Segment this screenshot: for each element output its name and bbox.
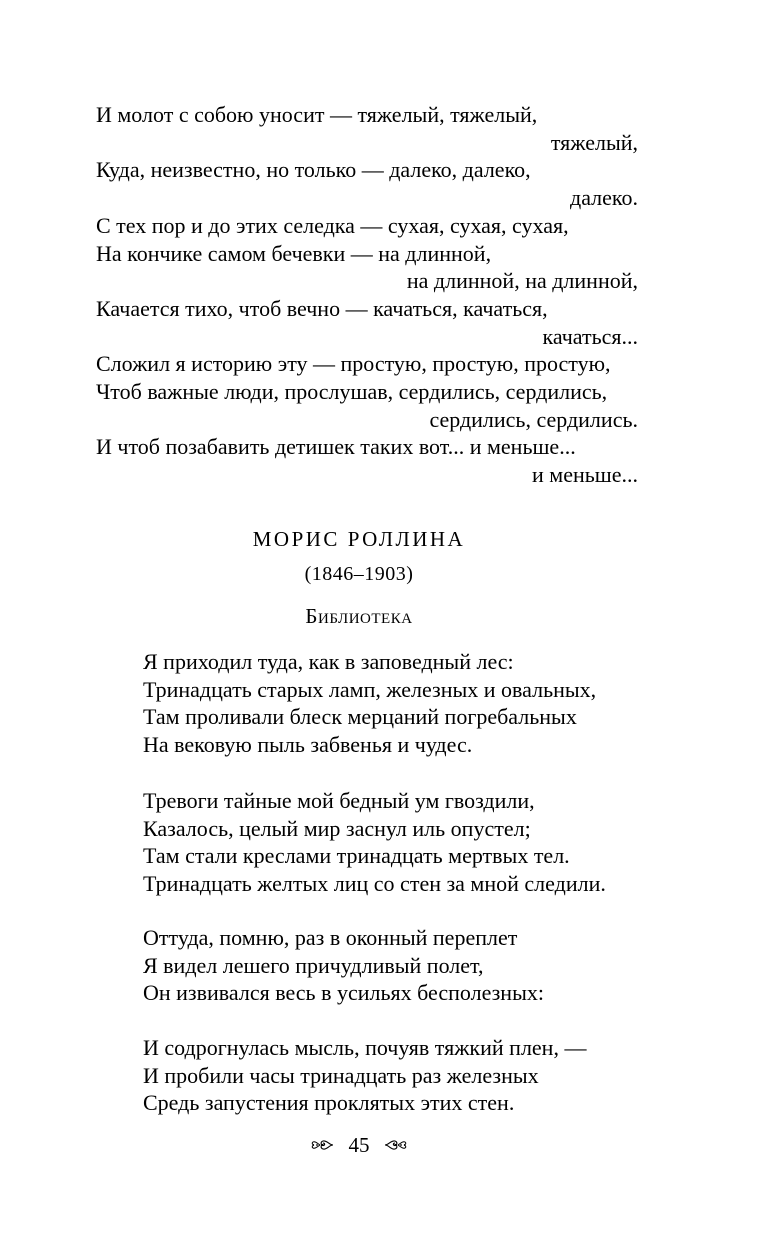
page-number: 45 [348, 1133, 370, 1158]
poem-line: Куда, неизвестно, но только — далеко, далеко, [96, 157, 531, 183]
poem-line-continuation: на длинной, на длинной, [406, 268, 638, 294]
fleuron-right-icon [383, 1137, 407, 1153]
poem-line: И пробили часы тринадцать раз железных [143, 1062, 539, 1088]
stanza-1 [143, 648, 663, 759]
author-years: (1846–1903) [304, 563, 414, 585]
poem-line: Тревоги тайные мой бедный ум гвоздили, [143, 788, 535, 813]
poem-line: На кончике самом бечевки — на длинной, [96, 240, 492, 266]
poem-line: Оттуда, помню, раз в оконный переплет [143, 925, 518, 950]
page-footer [0, 1128, 718, 1160]
author-name: МОРИС РОЛЛИНА [252, 527, 466, 551]
stanza-3 [143, 924, 663, 1007]
poem-line: Я видел лешего причудливый полет, [143, 952, 484, 978]
poem-line: На вековую пыль забвенья и чудес. [143, 732, 473, 758]
poem-line-continuation: далеко. [570, 185, 638, 211]
poem-line: Чтоб важные люди, прослушав, сердились, сердились, [96, 379, 608, 405]
poem-line: Там проливали блеск мерцаний погребальных [143, 704, 577, 730]
poem-line: Там стали креслами тринадцать мертвых тел. [143, 843, 570, 869]
poem-line: Я приходил туда, как в заповедный лес: [143, 649, 514, 674]
poem-title-text: Библиотека [305, 604, 413, 628]
poem-line: Казалось, целый мир заснул иль опустел; [143, 815, 531, 841]
poem-line: С тех пор и до этих селедка — сухая, сухая, сухая, [96, 212, 569, 238]
poem-line: Он извивался весь в усильях бесполезных: [143, 980, 544, 1006]
poem-line-continuation: сердились, сердились. [429, 406, 638, 432]
poem-line-continuation: и меньше... [532, 462, 638, 488]
previous-poem-ending [96, 101, 638, 489]
poem-line: И молот с собою уносит — тяжелый, тяжелый, [96, 102, 538, 127]
stanza-2 [143, 787, 663, 898]
fleuron-left-icon [311, 1137, 335, 1153]
poem-title [0, 601, 718, 631]
poem-line: Качается тихо, чтоб вечно — качаться, качаться, [96, 295, 548, 321]
poem-line-continuation: тяжелый, [550, 129, 638, 155]
poem-line: И содрогнулась мысль, почуяв тяжкий плен, — [143, 1035, 587, 1060]
stanza-4 [143, 1034, 663, 1117]
poem-line-continuation: качаться... [542, 323, 638, 349]
poem-line: Тринадцать старых ламп, железных и овальных, [143, 676, 597, 702]
poem-line: И чтоб позабавить детишек таких вот... и меньше... [96, 434, 576, 460]
poem-line: Тринадцать желтых лиц со стен за мной следили. [143, 871, 606, 897]
poem-line: Средь запустения проклятых этих стен. [143, 1090, 515, 1116]
poem-line: Сложил я историю эту — простую, простую, простую, [96, 351, 611, 377]
